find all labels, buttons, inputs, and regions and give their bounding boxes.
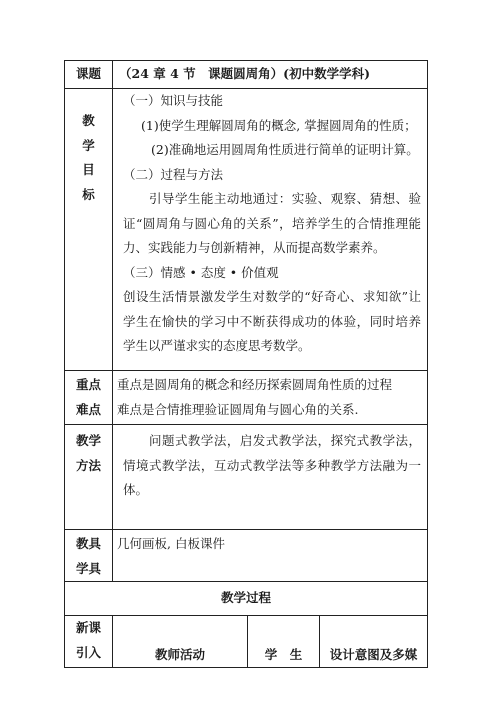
key-point-line: 重点是圆周角的概念和经历探索圆周角性质的过程 (117, 377, 393, 392)
tools-label-line: 学具 (75, 560, 101, 576)
process-header-row (65, 582, 428, 616)
stage-label-line: 新课 (75, 620, 101, 635)
tools-label-line: 教具 (75, 536, 101, 551)
methods-label (65, 425, 113, 530)
objectives-label-char: 学 (82, 137, 95, 153)
section-heading: （一）知识与技能 (123, 93, 224, 108)
key-point-line: 难点是合情推理验证圆周角与圆心角的关系. (117, 401, 359, 417)
section-heading: （二）过程与方法 (123, 166, 224, 182)
methods-row (65, 425, 428, 530)
tools-row (65, 530, 428, 582)
objectives-content (113, 89, 428, 371)
key-points-label-line: 重点 (75, 377, 101, 392)
lesson-title: （24 章 4 节 课题圆周角）(初中数学学科) (113, 61, 428, 89)
section-heading: （三）情感 • 态度 • 价值观 (123, 264, 279, 280)
design-intent-header: 设计意图及多媒 (320, 616, 428, 668)
section-paragraph: 创设生活情景激发学生对数学的“好奇心、求知欲”让学生在愉快的学习中不断获得成功的体验，同时培养学生以严谨求实的态度思考数学。 (123, 289, 422, 353)
objectives-row (65, 89, 428, 371)
tools-label (65, 530, 113, 582)
objectives-label (65, 89, 113, 371)
key-points-label (65, 371, 113, 425)
stage-label-line: 引入 (75, 644, 101, 660)
section-paragraph: 引导学生能主动地通过：实验、观察、猜想、验证“圆周角与圆心角的关系”，培养学生的合情推理能力、实践能力与创新精神，从而提高数学素养。 (123, 191, 422, 255)
process-title: 教学过程 (65, 582, 428, 616)
title-label: 课题 (65, 61, 113, 89)
objective-item: (1)使学生理解圆周角的概念, 掌握圆周角的性质； (141, 117, 417, 133)
methods-content (113, 425, 428, 530)
columns-header-row (65, 616, 428, 668)
objectives-label-char: 目 (82, 162, 95, 177)
objectives-label-char: 标 (82, 186, 95, 202)
methods-text: 问题式教学法，启发式教学法，探究式教学法，情境式教学法，互动式教学法等多种教学方法融为一体。 (123, 433, 422, 497)
stage-label (65, 616, 113, 668)
title-row (65, 61, 428, 89)
key-points-row (65, 371, 428, 425)
teacher-activity-header: 教师活动 (113, 616, 248, 668)
objectives-label-char: 教 (82, 113, 95, 128)
tools-text: 几何画板, 白板课件 (117, 536, 225, 551)
objective-item: (2)准确地运用圆周角性质进行简单的证明计算。 (151, 142, 419, 157)
student-activity-header: 学 生 (248, 616, 320, 668)
tools-content (113, 530, 428, 582)
methods-label-line: 方法 (75, 457, 101, 473)
lesson-plan-table (64, 60, 428, 668)
key-points-label-line: 难点 (75, 401, 101, 417)
methods-label-line: 教学 (75, 433, 101, 448)
key-points-content (113, 371, 428, 425)
